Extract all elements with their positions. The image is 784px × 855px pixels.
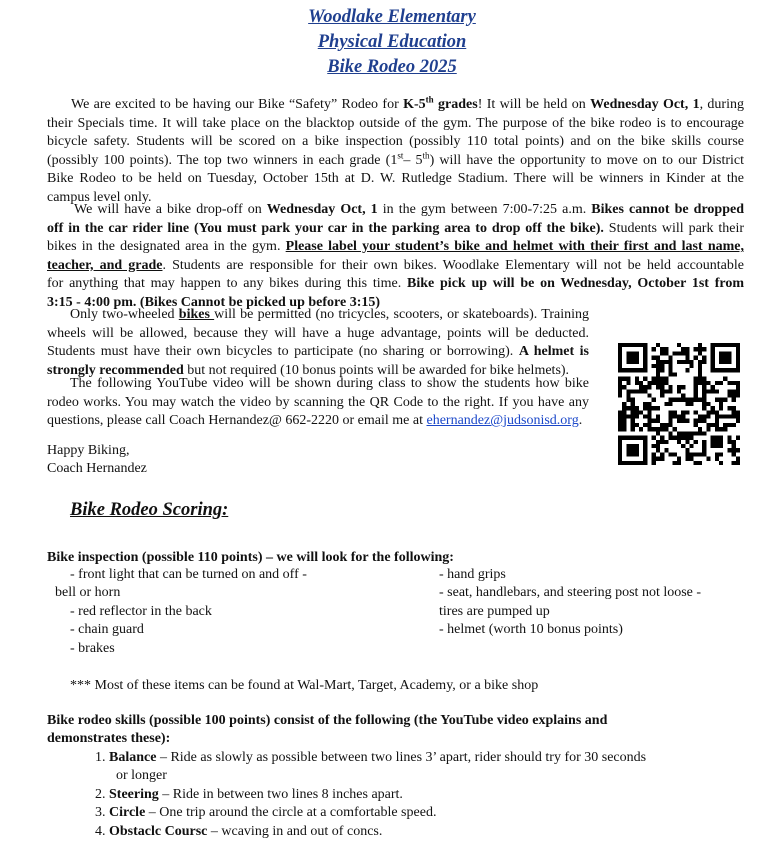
skill-item: 4. Obstaclc Coursc – wcaving in and out of concs. xyxy=(95,824,383,839)
inspection-title: Bike inspection (possible 110 points) – we will look for the following: xyxy=(47,550,454,565)
dropoff-paragraph xyxy=(47,201,744,313)
inspection-item: - red reflector in the back xyxy=(70,604,212,619)
video-line-2: rodeo works. You may watch the video by scanning the QR Code to the right. If you have any xyxy=(47,394,589,410)
inspection-item: - chain guard xyxy=(70,622,144,637)
event-title: Bike Rodeo 2025 xyxy=(327,57,457,77)
stores-note: *** Most of these items can be found at Wal-Mart, Target, Academy, or a bike shop xyxy=(70,678,539,693)
inspection-item: - front light that can be turned on and off - xyxy=(70,567,307,582)
intro-line-2: their Specials time. It will take place on the blacktop outside of the gym. The purpose of the bike rodeo is to encourage xyxy=(47,115,744,131)
dropoff-line-5: for anything that may happen to any bikes during this time. Bike pick up will be on Wednesday, October 1st from xyxy=(47,276,744,292)
email-link[interactable]: ehernandez@judsonisd.org xyxy=(426,413,579,429)
skill-item: 2. Steering – Ride in between two lines 8 inches apart. xyxy=(95,787,403,802)
dropoff-line-4: teacher, and grade. Students are responsible for their own bikes. Woodlake Elementary will not be held accountable xyxy=(47,257,744,273)
video-paragraph xyxy=(47,375,589,431)
bikes-line-4: strongly recommended but not required (10 bonus points will be awarded for bike helmets). xyxy=(47,362,570,378)
skills-title-cont: demonstrates these): xyxy=(47,731,171,746)
inspection-item: - helmet (worth 10 bonus points) xyxy=(439,622,623,637)
dropoff-line-6: 3:15 - 4:00 pm. (Bikes Cannot be picked up before 3:15) xyxy=(47,294,381,310)
dropoff-line-1: We will have a bike drop-off on Wednesday Oct, 1 in the gym between 7:00-7:25 a.m. Bikes cannot be dropped xyxy=(74,202,744,217)
page-subtitle: Physical Education xyxy=(317,32,467,52)
skills-title: Bike rodeo skills (possible 100 points) consist of the following (the YouTube video explains and xyxy=(47,713,608,728)
inspection-item: tires are pumped up xyxy=(439,604,550,619)
intro-line-5: Bike Rodeo to be held on Tuesday, October 15th at D. W. Rutledge Stadium. There will be winners in Kinder at the xyxy=(47,171,744,187)
video-line-3: questions, please call Coach Hernandez@ 662-2220 or email me at ehernandez@judsonisd.org. xyxy=(47,413,583,429)
qr-code-icon[interactable] xyxy=(618,343,740,465)
inspection-item: - hand grips xyxy=(439,567,506,582)
skill-item: 1. Balance – Ride as slowly as possible between two lines 3’ apart, rider should try for 30 seconds xyxy=(95,750,647,765)
skill-item: 3. Circle – One trip around the circle at a comfortable speed. xyxy=(95,805,437,820)
dropoff-line-2: off in the car rider line (You must park your car in the parking area to drop off the bike). Students will park their xyxy=(47,220,744,236)
bikes-line-3: Students must have their own bicycles to participate (no sharing or borrowing). A helmet is xyxy=(47,344,590,360)
signoff-name: Coach Hernandez xyxy=(47,461,147,476)
intro-line-1: We are excited to be having our Bike “Safety” Rodeo for K-5th grades! It will be held on Wednesday Oct, 1, during xyxy=(71,94,744,112)
intro-paragraph xyxy=(47,96,744,208)
bikes-paragraph xyxy=(47,306,589,380)
bikes-line-1: Only two-wheeled bikes will be permitted (no tricycles, scooters, or skateboards). Training xyxy=(70,307,589,322)
intro-line-4: (possibly 100 points). The top two winners in each grade (1st– 5th) will have the opportunity to move on to our District xyxy=(47,150,745,168)
inspection-item: - seat, handlebars, and steering post not loose - xyxy=(439,585,702,600)
inspection-item: bell or horn xyxy=(55,585,121,600)
dropoff-line-3: bikes in the designated area in the gym. Please label your student’s bike and helmet with their first and last name, xyxy=(47,239,744,255)
intro-line-3: bicycle safety. Students will be scored on a bike inspection (possibly 110 total points) and on the bike skills course xyxy=(47,134,744,150)
skill-item-cont: or longer xyxy=(116,768,167,783)
page-title: Woodlake Elementary xyxy=(308,7,476,27)
video-line-1: The following YouTube video will be shown during class to show the students how bike xyxy=(70,376,589,391)
signoff-greeting: Happy Biking, xyxy=(47,443,130,458)
inspection-item: - brakes xyxy=(70,641,115,656)
scoring-heading: Bike Rodeo Scoring: xyxy=(70,500,229,520)
intro-line-6: campus level only. xyxy=(47,189,152,205)
bikes-line-2: wheels will be allowed, because they will have a huge advantage, points will be deducted. xyxy=(47,325,589,341)
